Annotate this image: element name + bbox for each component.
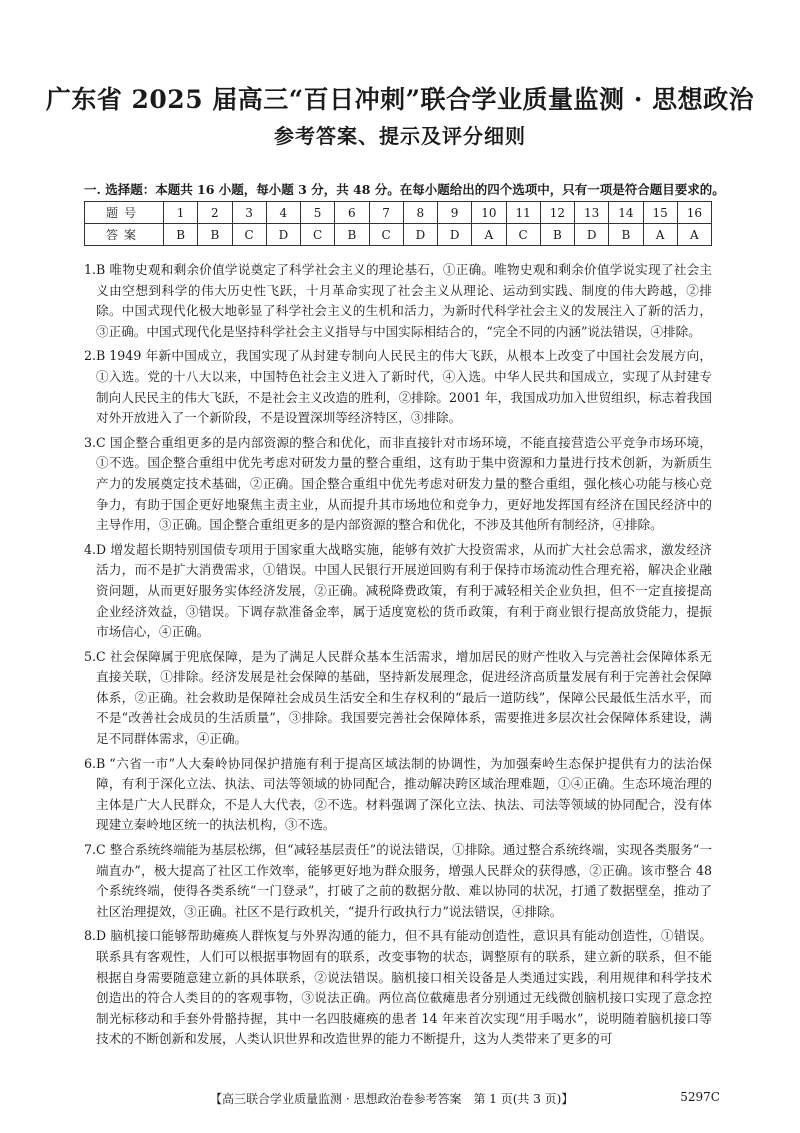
answer-cell: C bbox=[506, 224, 540, 246]
item-number: 3.C bbox=[84, 434, 106, 450]
answer-cell: B bbox=[198, 224, 232, 246]
question-number: 13 bbox=[575, 202, 609, 224]
answer-cell: D bbox=[575, 224, 609, 246]
explanation-item bbox=[84, 260, 712, 342]
answer-cell: D bbox=[266, 224, 300, 246]
question-number: 5 bbox=[301, 202, 335, 224]
question-number: 9 bbox=[438, 202, 472, 224]
explanation-item bbox=[84, 346, 712, 428]
explanation-item bbox=[84, 754, 712, 836]
question-number: 12 bbox=[540, 202, 574, 224]
item-text: 唯物史观和剩余价值学说奠定了科学社会主义的理论基石，①正确。唯物史观和剩余价值学说实现了社会主义由空想到科学的伟大历史性飞跃，十月革命实现了社会主义从理论、运动到实践、制度的伟大跨越，②排除。中国式现代化极大地彰显了科学社会主义的生机和活力，为新时代科学社会主义的发展注入了新的活力，③正确。中国式现代化是坚持科学社会主义指导与中国实际相结合的，“完全不同的内涵”说法错误，④排除。 bbox=[96, 262, 712, 339]
answer-cell: C bbox=[301, 224, 335, 246]
item-number: 5.C bbox=[84, 648, 106, 664]
answer-row bbox=[85, 224, 712, 246]
item-text: 1949 年新中国成立，我国实现了从封建专制向人民民主的伟大飞跃，从根本上改变了中国社会发展方向，①入选。党的十八大以来，中国特色社会主义进入了新时代，④入选。中华人民共和国成立，实现了从封建专制向人民民主的伟大飞跃，不是社会主义改造的胜利，②排除。2001 年，我国成功加入世贸组织，标志着我国对外开放进入了一个新阶段，不是设置深圳等经济特区，③排除。 bbox=[96, 348, 712, 426]
answer-cell: A bbox=[472, 224, 506, 246]
footer-text: 【高三联合学业质量监测 · 思想政治卷参考答案 第 1 页(共 3 页)】 bbox=[210, 1092, 574, 1106]
question-number: 11 bbox=[506, 202, 540, 224]
item-number: 8.D bbox=[84, 928, 107, 944]
row-label-number: 题号 bbox=[85, 202, 164, 224]
explanation-list bbox=[84, 260, 712, 1054]
item-number: 4.D bbox=[84, 541, 107, 557]
question-number: 14 bbox=[609, 202, 643, 224]
answer-cell: D bbox=[403, 224, 437, 246]
answer-cell: B bbox=[540, 224, 574, 246]
question-number: 1 bbox=[164, 202, 198, 224]
question-number: 10 bbox=[472, 202, 506, 224]
item-number: 1.B bbox=[84, 262, 106, 277]
answer-cell: B bbox=[609, 224, 643, 246]
answer-table bbox=[84, 201, 712, 246]
explanation-item bbox=[84, 647, 712, 750]
question-number: 8 bbox=[403, 202, 437, 224]
answer-cell: B bbox=[335, 224, 369, 246]
answer-cell: C bbox=[232, 224, 266, 246]
item-number: 7.C bbox=[84, 842, 106, 858]
question-number: 6 bbox=[335, 202, 369, 224]
paper-code: 5297C bbox=[680, 1090, 720, 1104]
number-row bbox=[85, 202, 712, 224]
explanation-item bbox=[84, 540, 712, 643]
item-text: 脑机接口能够帮助瘫痪人群恢复与外界沟通的能力，但不具有能动创造性，意识具有能动创造性，①错误。联系具有客观性，人们可以根据事物固有的联系，改变事物的状态，调整原有的联系，建立新的联系，但不能根据自身需要随意建立新的具体联系，②说法错误。脑机接口相关设备是人类通过实践，利用规律和科学技术创造出的符合人类目的的客观事物，③说法正确。两位高位截瘫患者分别通过无线微创脑机接口实现了意念控制光标移动和手套外骨骼持握，其中一名四肢瘫痪的患者 14 年来首次实现“用手喝水”，说明随着脑机接口等技术的不断创新和发展，人类认识世界和改造世界的能力不断提升，这为人类带来了更多的可 bbox=[96, 928, 712, 1047]
item-text: 社会保障属于兜底保障，是为了满足人民群众基本生活需求，增加居民的财产性收入与完善社会保障体系无直接关联，①排除。经济发展是社会保障的基础，坚持新发展理念，促进经济高质量发展有利于完善社会保障体系，②正确。社会救助是保障社会成员生活安全和生存权利的“最后一道防线”，保障公民最低生活水平，而不是“改善社会成员的生活质量”，③排除。我国要完善社会保障体系，需要推进多层次社会保障体系建设，满足不同群体需求，④正确。 bbox=[96, 648, 712, 747]
answer-cell: A bbox=[677, 224, 711, 246]
answer-cell: C bbox=[369, 224, 403, 246]
explanation-item bbox=[84, 926, 712, 1050]
answer-cell: B bbox=[164, 224, 198, 246]
item-text: “六省一市”人大秦岭协同保护措施有利于提高区域法制的协调性，为加强秦岭生态保护提供有力的法治保障，有利于深化立法、执法、司法等领域的协同配合，推动解决跨区域治理难题，①④正确。生态环境治理的主体是广大人民群众，不是人大代表，②不选。材料强调了深化立法、执法、司法等领域的协同配合，没有体现建立秦岭地区统一的执法机构，③不选。 bbox=[96, 755, 712, 833]
page-footer bbox=[210, 1090, 720, 1107]
item-text: 整合系统终端能为基层松绑，但“减轻基层责任”的说法错误，①排除。通过整合系统终端，实现各类服务“一端直办”，极大提高了社区工作效率，能够更好地为群众服务，增强人民群众的获得感，②正确。该市整合 48 个系统终端，使得各类系统“一门登录”，打破了之前的数据分散、难以协同的状况，打通了数据壁垒，推动了社区治理提效，③正确。社区不是行政机关，“提升行政执行力”说法错误，④排除。 bbox=[96, 842, 712, 919]
question-number: 7 bbox=[369, 202, 403, 224]
question-number: 4 bbox=[266, 202, 300, 224]
answer-cell: D bbox=[438, 224, 472, 246]
question-number: 16 bbox=[677, 202, 711, 224]
item-text: 增发超长期特别国债专项用于国家重大战略实施，能够有效扩大投资需求，从而扩大社会总需求，激发经济活力，而不是扩大消费需求，①错误。中国人民银行开展逆回购有利于保持市场流动性合理充裕，解决企业融资问题，从而更好服务实体经济发展，②正确。减税降费政策，有利于减轻相关企业负担，但不一定直接提高企业经济效益，③错误。下调存款准备金率，属于适度宽松的货币政策，有利于商业银行提高放贷能力，提振市场信心，④正确。 bbox=[96, 541, 712, 640]
answer-cell: A bbox=[643, 224, 677, 246]
row-label-answer: 答案 bbox=[85, 224, 164, 246]
question-number: 3 bbox=[232, 202, 266, 224]
section-heading: 一. 选择题：本题共 16 小题，每小题 3 分，共 48 分。在每小题给出的四个选项中，只有一项是符合题目要求的。 bbox=[84, 182, 725, 197]
page-title: 广东省 2025 届高三“百日冲刺”联合学业质量监测 · 思想政治 bbox=[45, 85, 755, 114]
page-subtitle: 参考答案、提示及评分细则 bbox=[274, 124, 526, 148]
item-number: 2.B bbox=[84, 348, 106, 364]
explanation-item bbox=[84, 433, 712, 536]
question-number: 15 bbox=[643, 202, 677, 224]
item-number: 6.B bbox=[84, 755, 106, 771]
explanation-item bbox=[84, 840, 712, 922]
question-number: 2 bbox=[198, 202, 232, 224]
item-text: 国企整合重组更多的是内部资源的整合和优化，而非直接针对市场环境，不能直接营造公平竞争市场环境，①不选。国企整合重组中优先考虑对研发力量的整合重组，这有助于集中资源和力量进行技术创新，为新质生产力的发展奠定技术基础，②正确。国企整合重组中优先考虑对研发力量的整合重组，强化核心功能与核心竞争力，有助于国企更好地聚焦主责主业，从而提升其市场地位和竞争力，更好地发挥国有经济在国民经济中的主导作用，③正确。国企整合重组更多的是内部资源的整合和优化，不涉及其他所有制经济，④排除。 bbox=[96, 434, 712, 533]
